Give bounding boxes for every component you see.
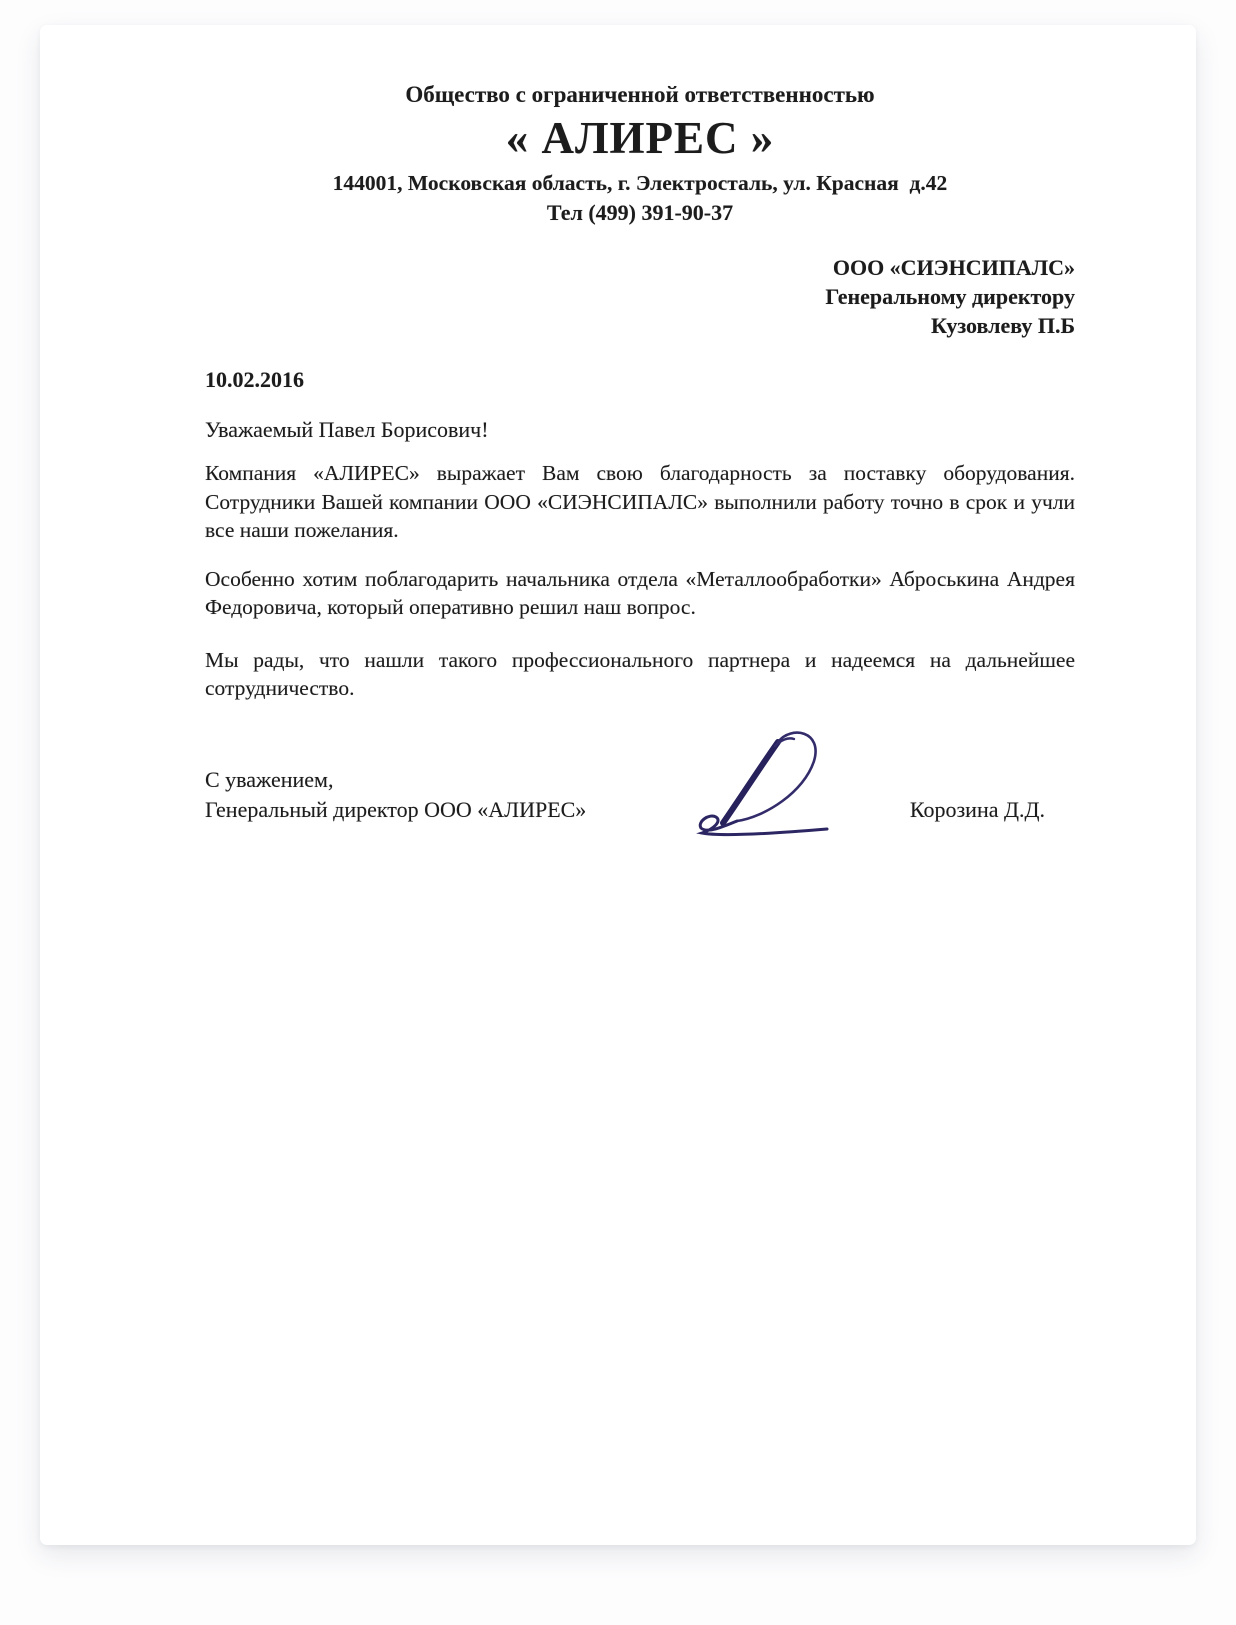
org-type-line: Общество с ограниченной ответственностью [405,82,875,107]
recipient-person: Кузовлеву П.Б [930,313,1075,338]
handwritten-signature-icon [675,715,855,845]
recipient-company: ООО «СИЭНСИПАЛС» [832,255,1075,280]
body-paragraph: Особенно хотим поблагодарить начальника отдела «Металлообработки» Аброськина Андрея Федоровича, который оперативно решил наш вопрос. [205,566,1075,619]
body-paragraph: Компания «АЛИРЕС» выражает Вам свою благодарность за поставку оборудования. Сотрудники Вашей компании ООО «СИЭНСИПАЛС» выполнили работу точно в срок и учли все наши пожелания. [205,461,1075,542]
closing-regards: С уважением, [205,766,334,792]
closing-block [205,761,1075,825]
letter-page [40,25,1196,1545]
org-phone: Тел (499) 391-90-37 [546,200,734,225]
closing-left [205,765,586,825]
letterhead [205,81,1075,226]
letter-date: 10.02.2016 [205,367,304,392]
salutation: Уважаемый Павел Борисович! [205,417,489,442]
letter-content [205,25,1075,825]
signer-title: Генеральный директор ООО «АЛИРЕС» [205,796,587,822]
org-name: « АЛИРЕС » [505,113,775,163]
recipient-position: Генеральному директору [825,284,1075,309]
body-paragraph: Мы рады, что нашли такого профессионального партнера и надеемся на дальнейшее сотрудничество. [205,647,1075,700]
signer-name: Корозина Д.Д. [909,796,1045,822]
recipient-block [205,253,1075,340]
org-address: 144001, Московская область, г. Электросталь, ул. Красная д.42 [332,171,948,195]
